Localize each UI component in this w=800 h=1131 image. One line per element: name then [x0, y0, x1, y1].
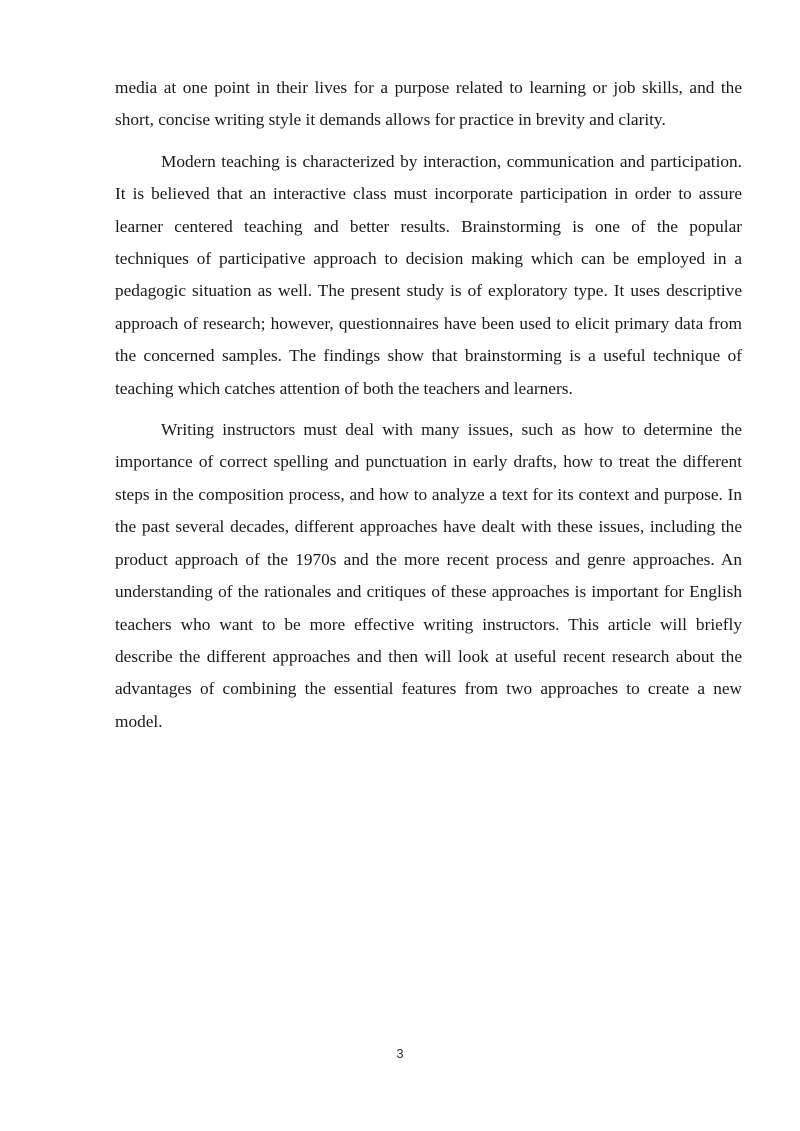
page-number: 3: [396, 1046, 404, 1061]
paragraph-continuation: media at one point in their lives for a purpose related to learning or job skills, and the short, concise writing style it demands allows for practice in brevity and clarity.: [115, 78, 742, 130]
paragraph-writing-instructors: Writing instructors must deal with many issues, such as how to determine the importance of correct spelling and punctuation in early drafts, how to treat the different steps in the composition process, and how to analyze a text for its context and purpose. In the past several decades, different approaches have dealt with these issues, including the product approach of the 1970s and the more recent process and genre approaches. An understanding of the rationales and critiques of these approaches is important for English teachers who want to be more effective writing instructors. This article will briefly describe the different approaches and then will look at useful recent research about the advantages of combining the essential features from two approaches to create a new model.: [115, 420, 742, 731]
paragraph-modern-teaching: Modern teaching is characterized by interaction, communication and participation. It is believed that an interactive class must incorporate participation in order to assure learner centered teaching and better results. Brainstorming is one of the popular techniques of participative approach to decision making which can be employed in a pedagogic situation as well. The present study is of exploratory type. It uses descriptive approach of research; however, questionnaires have been used to elicit primary data from the concerned samples. The findings show that brainstorming is a useful technique of teaching which catches attention of both the teachers and learners.: [115, 151, 742, 398]
page-body: [115, 72, 742, 738]
